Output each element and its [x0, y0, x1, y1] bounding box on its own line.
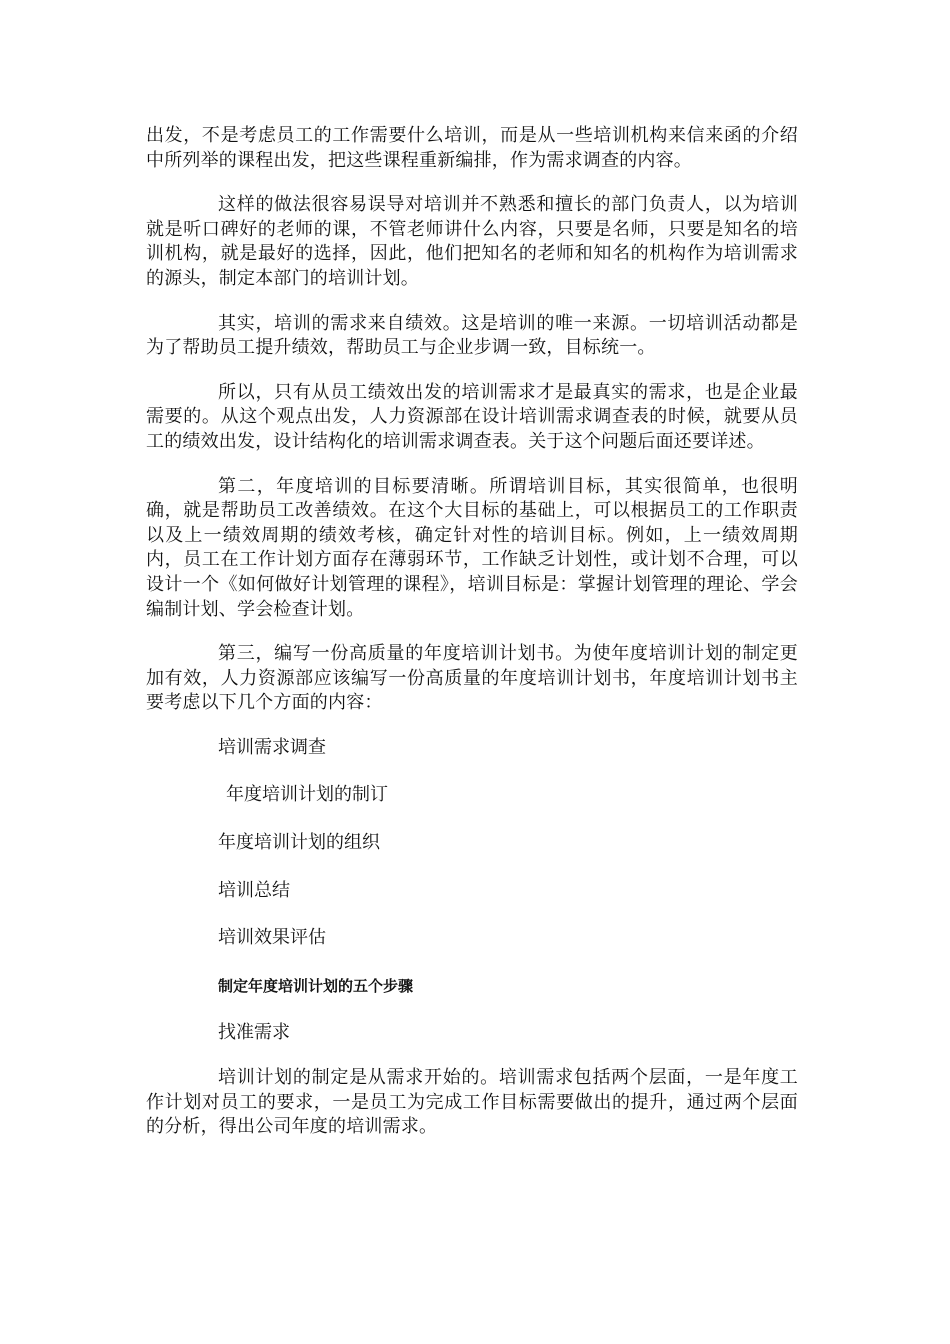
paragraph-training-goals: 第二，年度培训的目标要清晰。所谓培训目标，其实很简单，也很明确，就是帮助员工改善绩效。在这个大目标的基础上，可以根据员工的工作职责以及上一绩效周期的绩效考核，确定针对性的培训目标。例如，上一绩效周期内，员工在工作计划方面存在薄弱环节，工作缺乏计划性，或计划不合理，可以设计一个《如何做好计划管理的课程》，培训目标是：掌握计划管理的理论、学会编制计划、学会检查计划。 — [146, 475, 798, 620]
list-item-needs-survey: 培训需求调查 — [218, 736, 326, 758]
paragraph-needs-levels: 培训计划的制定是从需求开始的。培训需求包括两个层面，一是年度工作计划对员工的要求，一是员工为完成工作目标需要做出的提升，通过两个层面的分析，得出公司年度的培训需求。 — [146, 1067, 798, 1138]
paragraph-performance-source: 其实，培训的需求来自绩效。这是培训的唯一来源。一切培训活动都是为了帮助员工提升绩效，帮助员工与企业步调一致，目标统一。 — [146, 312, 798, 359]
paragraph-structured-survey: 所以，只有从员工绩效出发的培训需求才是最真实的需求，也是企业最需要的。从这个观点出发，人力资源部在设计培训需求调查表的时候，就要从员工的绩效出发，设计结构化的培训需求调查表。关于这个问题后面还要详述。 — [146, 381, 798, 452]
list-item-training-summary: 培训总结 — [218, 879, 290, 901]
document-body — [146, 124, 798, 1160]
step-title: 找准需求 — [218, 1022, 290, 1044]
list-item-plan-formulation: 年度培训计划的制订 — [226, 784, 388, 806]
paragraph-misleading-practice: 这样的做法很容易误导对培训并不熟悉和擅长的部门负责人，以为培训就是听口碑好的老师的课，不管老师讲什么内容，只要是名师，只要是知名的培训机构，就是最好的选择，因此，他们把知名的老师和知名的机构作为培训需求的源头，制定本部门的培训计划。 — [146, 194, 798, 289]
list-item-plan-organization: 年度培训计划的组织 — [218, 832, 380, 854]
list-item-effect-evaluation: 培训效果评估 — [218, 927, 326, 949]
paragraph-continuation: 出发，不是考虑员工的工作需要什么培训，而是从一些培训机构来信来函的介绍中所列举的课程出发，把这些课程重新编排，作为需求调查的内容。 — [146, 125, 798, 171]
paragraph-training-plan-book: 第三，编写一份高质量的年度培训计划书。为使年度培训计划的制定更加有效，人力资源部应该编写一份高质量的年度培训计划书，年度培训计划书主要考虑以下几个方面的内容： — [146, 643, 798, 714]
section-heading: 制定年度培训计划的五个步骤 — [218, 976, 414, 995]
